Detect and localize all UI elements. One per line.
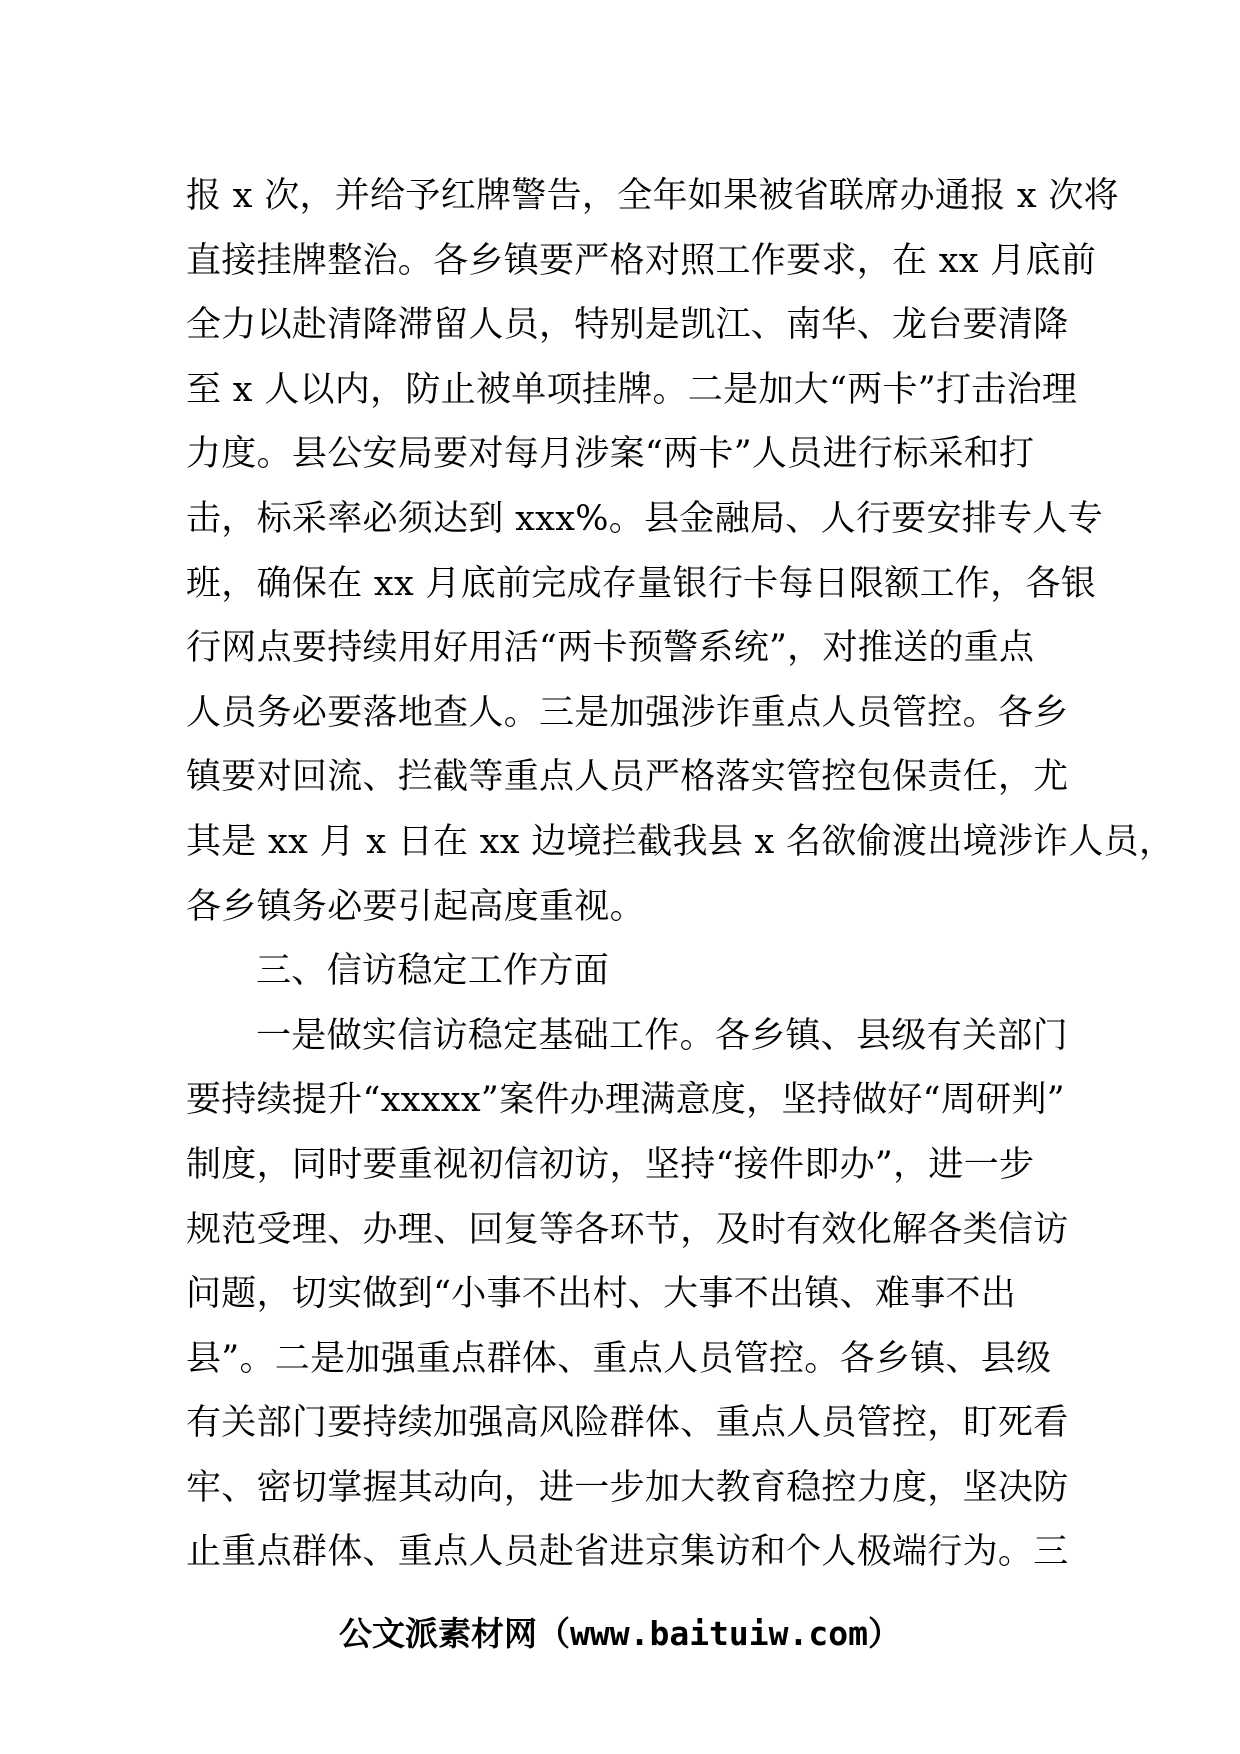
text-line: 问题，切实做到“小事不出村、大事不出镇、难事不出 bbox=[186, 1274, 1017, 1315]
text-line: 行网点要持续用好用活“两卡预警系统”，对推送的重点 bbox=[186, 628, 1035, 669]
text-line: 至 x 人以内，防止被单项挂牌。二是加大“两卡”打击治理 bbox=[186, 369, 1078, 410]
text-line: 各乡镇务必要引起高度重视。 bbox=[186, 886, 645, 927]
text-line: 直接挂牌整治。各乡镇要严格对照工作要求，在 xx 月底前 bbox=[186, 240, 1097, 281]
text-line: 县”。二是加强重点群体、重点人员管控。各乡镇、县级 bbox=[186, 1338, 1052, 1379]
text-line: 全力以赴清降滞留人员，特别是凯江、南华、龙台要清降 bbox=[186, 305, 1069, 346]
text-line: 报 x 次，并给予红牌警告，全年如果被省联席办通报 x 次将 bbox=[186, 176, 1119, 216]
text-line: 止重点群体、重点人员赴省进京集访和个人极端行为。三 bbox=[186, 1532, 1069, 1573]
document-body bbox=[186, 164, 1175, 1585]
text-line: 有关部门要持续加强高风险群体、重点人员管控，盯死看 bbox=[186, 1403, 1069, 1444]
text-line: 镇要对回流、拦截等重点人员严格落实管控包保责任，尤 bbox=[186, 757, 1069, 798]
section-heading: 三、信访稳定工作方面 bbox=[256, 951, 610, 992]
text-line: 要持续提升“xxxxx”案件办理满意度，坚持做好“周研判” bbox=[186, 1080, 1065, 1121]
text-line: 人员务必要落地查人。三是加强涉诈重点人员管控。各乡 bbox=[186, 692, 1069, 733]
text-line: 击，标采率必须达到 xxx%。县金融局、人行要安排专人专 bbox=[186, 498, 1104, 539]
paragraph-first-line: 一是做实信访稳定基础工作。各乡镇、县级有关部门 bbox=[256, 1015, 1068, 1056]
text-line: 班，确保在 xx 月底前完成存量银行卡每日限额工作，各银 bbox=[186, 563, 1097, 604]
text-line: 力度。县公安局要对每月涉案“两卡”人员进行标采和打 bbox=[186, 434, 1035, 475]
text-line: 规范受理、办理、回复等各环节，及时有效化解各类信访 bbox=[186, 1209, 1069, 1250]
page-footer: 公文派素材网（www.baituiw.com） bbox=[338, 1614, 901, 1653]
text-line: 其是 xx 月 x 日在 xx 边境拦截我县 x 名欲偷渡出境涉诈人员， bbox=[186, 821, 1175, 862]
text-line: 制度，同时要重视初信初访，坚持“接件即办”，进一步 bbox=[186, 1144, 1035, 1185]
text-line: 牢、密切掌握其动向，进一步加大教育稳控力度，坚决防 bbox=[186, 1467, 1069, 1508]
